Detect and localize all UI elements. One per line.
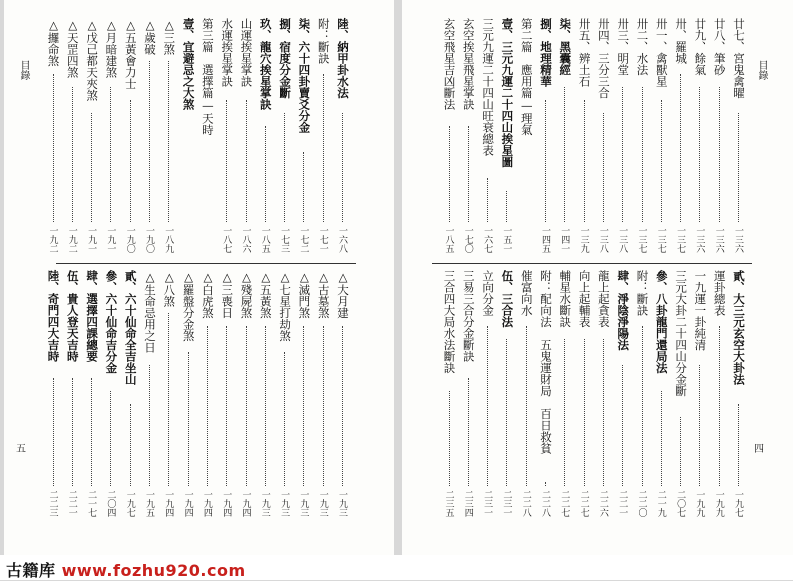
right-upper-entry <box>693 18 706 258</box>
right-upper-leader-dots <box>564 87 565 222</box>
left-lower-page-number: 一九三 <box>337 490 347 517</box>
right-upper-entry-title: 卅一、禽獸星 <box>654 18 669 87</box>
left-upper-leader-dots <box>265 126 266 222</box>
left-upper-entry <box>317 18 330 258</box>
right-upper-leader-dots <box>642 87 643 222</box>
left-upper-entry <box>104 18 117 258</box>
footer-watermark <box>0 555 793 580</box>
right-lower-entry <box>462 270 475 522</box>
left-upper-leader-dots <box>110 87 111 222</box>
right-upper-page-number: 一三六 <box>713 226 724 253</box>
right-lower-entry-title: 三合四大局水法斷訣 <box>442 270 457 374</box>
left-lower-leader-dots <box>53 378 54 486</box>
left-lower-leader-dots <box>207 326 208 486</box>
left-upper-leader-dots <box>53 74 54 222</box>
left-upper-entry-title: 壹、宜避忌之大煞 <box>181 18 196 110</box>
left-upper-page-number: 一八六 <box>240 226 251 253</box>
left-lower-entry <box>259 270 272 522</box>
left-upper-entry-title: △天罡四煞 <box>65 18 80 78</box>
left-lower-page-number: 二二三 <box>47 490 58 517</box>
left-lower-page-number: 一九四 <box>240 490 251 517</box>
left-upper-page-number: 一八七 <box>221 226 232 253</box>
right-lower-leader-dots <box>661 391 662 486</box>
right-lower-entry <box>732 270 745 522</box>
right-lower-entry-title: 三易三合分金斷訣 <box>461 270 476 362</box>
left-lower-page-number: 一九三 <box>279 490 290 517</box>
right-upper-entry <box>443 18 456 258</box>
right-lower-leader-dots <box>506 339 507 486</box>
right-lower-leader-dots <box>680 417 681 486</box>
right-upper-entry <box>520 18 533 258</box>
left-upper-leader-dots <box>303 152 304 222</box>
left-lower-page-number: 二〇四 <box>105 490 116 517</box>
right-lower-entry-title: 催富向水 <box>519 270 534 316</box>
left-lower-page-number: 一九四 <box>221 490 232 517</box>
right-lower-page-number: 二三五 <box>443 490 454 517</box>
left-lower-page-number: 二一七 <box>86 490 97 517</box>
left-upper-page-number: 一八九 <box>163 226 174 253</box>
left-upper-entry <box>124 18 137 258</box>
right-upper-page-number: 一三七 <box>655 226 666 253</box>
left-upper-entry <box>66 18 79 258</box>
right-lower-page-number: 一九九 <box>694 490 705 517</box>
right-upper-entry <box>462 18 475 258</box>
left-lower-entry-title: △古墓煞 <box>316 270 331 319</box>
right-lower-leader-dots <box>584 339 585 486</box>
left-lower-page-number: 一九七 <box>124 490 135 517</box>
left-upper-entry <box>85 18 98 258</box>
right-lower-leader-dots <box>487 326 488 486</box>
left-upper-page-number: 一六八 <box>337 226 347 253</box>
right-lower-leader-dots <box>738 404 739 486</box>
right-upper-entry <box>597 18 610 258</box>
right-lower-entry <box>655 270 668 522</box>
right-lower-entry-title: 一九運一卦純清 <box>693 270 708 351</box>
right-upper-entry-title: 壹、三元九運二十四山挨星圖 <box>500 18 515 168</box>
left-lower-entry-title: 伍、貴人登天吉時 <box>65 270 80 362</box>
right-upper-page-number: 一三七 <box>636 226 647 253</box>
right-lower-page-number: 二三一 <box>482 490 493 517</box>
right-upper-page-number: 一五一 <box>501 226 512 253</box>
left-upper-leader-dots <box>246 100 247 222</box>
right-lower-page-number: 二二七 <box>578 490 589 517</box>
left-lower-entry-title: 貳、六十仙命全吉坐山 <box>123 270 138 385</box>
left-lower-entry <box>143 270 156 522</box>
left-upper-entry-title: 柒、六十四卦賣爻分金 <box>297 18 312 133</box>
left-lower-page-number: 一九四 <box>182 490 193 517</box>
left-lower-leader-dots <box>265 326 266 486</box>
right-lower-leader-dots <box>468 378 469 486</box>
left-lower-entry-title: △白虎煞 <box>200 270 215 319</box>
left-lower-entry-title: △五黃煞 <box>258 270 273 319</box>
left-lower-entry <box>47 270 60 522</box>
right-lower-page-number: 二二七 <box>559 490 570 517</box>
right-lower-page-number: 二三四 <box>462 490 473 517</box>
left-upper-entry <box>182 18 195 258</box>
right-upper-leader-dots <box>699 87 700 222</box>
right-upper-leader-dots <box>661 100 662 222</box>
left-upper-entry-title: △月暗建煞 <box>104 18 119 78</box>
right-lower-entry <box>597 270 610 522</box>
right-lower-leader-dots <box>622 365 623 486</box>
left-lower-leader-dots <box>168 313 169 486</box>
right-lower-entry <box>713 270 726 522</box>
right-lower-page-number: 二二六 <box>597 490 608 517</box>
right-upper-page-number: 一三八 <box>617 226 628 253</box>
left-upper-page-number: 一七三 <box>279 226 290 253</box>
right-upper-entry-title: 玄空挨星飛星掌訣 <box>461 18 476 110</box>
left-upper-page-number: 一九一 <box>86 226 97 253</box>
right-upper-leader-dots <box>622 87 623 222</box>
right-lower-entry <box>481 270 494 522</box>
left-upper-entry <box>278 18 291 258</box>
left-lower-leader-dots <box>72 378 73 486</box>
right-upper-entry <box>655 18 668 258</box>
right-upper-page-number: 一三七 <box>675 226 686 253</box>
left-lower-entry <box>336 270 349 522</box>
left-upper-entry-title: 山運挨星掌訣 <box>239 18 254 87</box>
right-lower-page-number: 一九七 <box>733 490 743 517</box>
right-upper-page-number: 一八五 <box>443 226 454 253</box>
right-upper-entry <box>558 18 571 258</box>
left-upper-page-number: 一九二 <box>47 226 58 253</box>
left-lower-entry <box>85 270 98 522</box>
left-lower-entry-title: △大月建 <box>336 270 350 319</box>
right-upper-page-number: 一四五 <box>540 226 550 253</box>
right-upper-leader-dots <box>468 126 469 222</box>
right-lower-entry-title: 伍、三合法 <box>500 270 515 328</box>
right-upper-page-number: 一三六 <box>733 226 743 253</box>
left-upper-page-number: 一九一 <box>105 226 116 253</box>
footer-url: www.fozhu920.com <box>55 561 246 580</box>
right-upper-entry-title: 第二篇 應用篇—理氣 <box>519 18 534 136</box>
left-lower-leader-dots <box>149 365 150 486</box>
left-lower-page-number: 一九四 <box>163 490 174 517</box>
left-lower-entry-title: △羅盤分金煞 <box>181 270 196 342</box>
left-upper-entry-title: △歲破 <box>143 18 157 55</box>
left-upper-leader-dots <box>130 100 131 222</box>
left-upper-entry <box>220 18 233 258</box>
right-upper-entry-title: 卅四、三分三合 <box>596 18 611 99</box>
right-lower-entry <box>539 270 552 522</box>
right-upper-leader-dots <box>506 191 507 222</box>
right-upper-leader-dots <box>738 113 739 222</box>
left-lower-page-number: 一九四 <box>201 490 212 517</box>
right-lower-leader-dots <box>545 482 546 486</box>
left-lower-entry <box>182 270 195 522</box>
right-lower-leader-dots <box>699 365 700 486</box>
left-lower-entry <box>240 270 253 522</box>
right-lower-page-number: 二二八 <box>520 490 531 517</box>
right-upper-page-number: 一三九 <box>578 226 589 253</box>
right-lower-entry <box>443 270 456 522</box>
left-lower-entry-title: △滅門煞 <box>297 270 312 319</box>
left-upper-entry-title: 第三篇 選擇篇—天時 <box>200 18 215 136</box>
right-lower-entry <box>578 270 591 522</box>
right-lower-entry <box>520 270 533 522</box>
right-upper-leader-dots <box>680 74 681 222</box>
right-page <box>402 0 793 555</box>
right-upper-leader-dots <box>719 87 720 222</box>
right-upper-page-number: 一七〇 <box>462 226 473 253</box>
right-lower-page-number: 二二一 <box>617 490 628 517</box>
left-divider <box>56 263 356 264</box>
left-upper-leader-dots <box>342 113 343 222</box>
left-lower-leader-dots <box>130 404 131 486</box>
left-lower-leader-dots <box>188 352 189 486</box>
right-upper-entry <box>500 18 513 258</box>
right-upper-entry <box>481 18 494 258</box>
left-upper-entry-title: 附：斷訣 <box>316 18 331 64</box>
left-lower-leader-dots <box>342 326 343 486</box>
right-upper-entry-title: 柒、黑囊經 <box>558 18 573 76</box>
left-upper-entry-title: △戊己都天夾煞 <box>85 18 100 101</box>
left-upper-entry <box>259 18 272 258</box>
left-upper-entry <box>240 18 253 258</box>
left-lower-leader-dots <box>323 326 324 486</box>
right-lower-entry-title: 向上起輔表 <box>577 270 592 328</box>
left-lower-entry <box>162 270 175 522</box>
right-upper-leader-dots <box>545 100 546 222</box>
right-lower-entry <box>674 270 687 522</box>
right-upper-page-number: 一四一 <box>559 226 570 253</box>
left-lower-entry-title: △生命忌用之日 <box>143 270 157 353</box>
right-lower-entry-title: 貳、大三元玄空大卦法 <box>732 270 746 385</box>
right-upper-entry <box>539 18 552 258</box>
left-upper-leader-dots <box>323 74 324 222</box>
left-lower-leader-dots <box>226 326 227 486</box>
left-upper-leader-dots <box>226 100 227 222</box>
left-lower-leader-dots <box>246 326 247 486</box>
footer-site-name: 古籍库 <box>6 561 56 580</box>
right-upper-entry <box>616 18 629 258</box>
left-lower-page-number: 二二一 <box>66 490 77 517</box>
right-upper-entry-title: 捌、地理精華 <box>539 18 553 87</box>
left-upper-page-number: 一九二 <box>66 226 77 253</box>
right-lower-page-number: 二三一 <box>501 490 512 517</box>
left-lower-entry-title: 參、六十仙命吉分金 <box>104 270 119 374</box>
right-upper-entry-title: 卅、羅城 <box>674 18 689 64</box>
left-lower-entry <box>124 270 137 522</box>
left-upper-page-number: 一九〇 <box>144 226 154 253</box>
left-lower-entry-title: △三喪日 <box>220 270 235 319</box>
left-lower-entry <box>317 270 330 522</box>
left-lower-entry <box>66 270 79 522</box>
left-lower-entry-title: △七星打劫煞 <box>278 270 293 342</box>
left-lower-entry <box>220 270 233 522</box>
right-upper-leader-dots <box>584 100 585 222</box>
left-upper-leader-dots <box>284 113 285 222</box>
right-upper-entry <box>713 18 726 258</box>
left-lower-leader-dots <box>91 378 92 486</box>
left-lower-page-number: 一九三 <box>317 490 328 517</box>
left-upper-entry-title: 水運挨星掌訣 <box>220 18 235 87</box>
right-lower-entry-title: 附：配向法 五鬼運財局 百日救貧 <box>539 270 553 454</box>
footer-site-label <box>6 558 246 581</box>
left-upper-entry-title: 玖、龍穴挨星掌訣 <box>258 18 273 110</box>
right-upper-entry-title: 廿七、宮鬼禽曜 <box>732 18 746 99</box>
left-upper-entry <box>336 18 349 258</box>
left-upper-entry <box>47 18 60 258</box>
left-lower-entry-title: 肆、選擇四課總要 <box>85 270 100 362</box>
right-divider <box>432 263 752 264</box>
left-upper-entry <box>297 18 310 258</box>
left-lower-entry <box>297 270 310 522</box>
left-lower-entry <box>201 270 214 522</box>
left-upper-leader-dots <box>91 113 92 222</box>
right-lower-entry-title: 附：斷訣 <box>635 270 650 316</box>
right-upper-entry <box>732 18 745 258</box>
right-upper-entry-title: 廿八、筆砂 <box>712 18 727 76</box>
right-lower-leader-dots <box>526 326 527 486</box>
left-upper-entry-title: 陸、納甲卦水法 <box>336 18 350 99</box>
right-lower-leader-dots <box>449 391 450 486</box>
right-lower-entry <box>616 270 629 522</box>
right-lower-page-number: 一九九 <box>713 490 724 517</box>
right-lower-page-number: 二二八 <box>540 490 550 517</box>
right-upper-entry-title: 卅三、明堂 <box>616 18 631 76</box>
right-upper-leader-dots <box>449 126 450 222</box>
right-upper-entry-title: 玄空飛星吉凶斷法 <box>442 18 457 110</box>
left-lower-page-number: 一九三 <box>298 490 309 517</box>
right-lower-entry <box>500 270 513 522</box>
left-lower-entry <box>278 270 291 522</box>
left-page-header: 目錄 <box>18 60 29 80</box>
right-lower-entry <box>693 270 706 522</box>
right-lower-leader-dots <box>564 339 565 486</box>
right-upper-entry-title: 卅五、辨土石 <box>577 18 592 87</box>
left-lower-leader-dots <box>110 391 111 486</box>
right-lower-entry-title: 運卦總表 <box>712 270 727 316</box>
left-upper-entry <box>201 18 214 258</box>
right-page-number: 四 <box>754 444 764 455</box>
right-lower-entry-title: 輔星水斷訣 <box>558 270 573 328</box>
right-lower-leader-dots <box>642 326 643 486</box>
right-lower-entry-title: 立向分金 <box>481 270 496 316</box>
left-upper-page-number: 一七一 <box>317 226 328 253</box>
right-lower-page-number: 二一九 <box>655 490 666 517</box>
right-upper-entry <box>636 18 649 258</box>
right-upper-entry <box>578 18 591 258</box>
left-upper-leader-dots <box>72 87 73 222</box>
right-upper-page-number: 一三八 <box>597 226 608 253</box>
left-page-number: 五 <box>16 444 26 455</box>
right-upper-page-number: 一六七 <box>482 226 493 253</box>
left-lower-leader-dots <box>303 326 304 486</box>
right-page-header: 目錄 <box>756 60 767 80</box>
right-lower-entry-title: 龍上起貪表 <box>596 270 611 328</box>
left-lower-page-number: 一九三 <box>259 490 270 517</box>
left-upper-page-number: 一八五 <box>259 226 270 253</box>
left-lower-page-number: 一九五 <box>144 490 154 517</box>
left-upper-page-number: 一九〇 <box>124 226 135 253</box>
right-lower-leader-dots <box>603 339 604 486</box>
right-lower-page-number: 二〇七 <box>675 490 686 517</box>
left-upper-entry-title: △三煞 <box>162 18 177 55</box>
left-upper-leader-dots <box>168 61 169 222</box>
right-upper-page-number: 一三六 <box>694 226 705 253</box>
right-lower-page-number: 二二〇 <box>636 490 647 517</box>
right-lower-entry-title: 肆、淨陰淨陽法 <box>616 270 631 351</box>
left-lower-entry <box>104 270 117 522</box>
right-upper-entry-title: 三元九運二十四山旺衰總表 <box>481 18 496 156</box>
right-lower-entry <box>636 270 649 522</box>
left-page <box>4 0 394 555</box>
right-lower-leader-dots <box>719 326 720 486</box>
left-lower-leader-dots <box>284 352 285 486</box>
left-lower-entry-title: △八煞 <box>162 270 177 307</box>
right-upper-leader-dots <box>603 113 604 222</box>
right-lower-entry-title: 參、八卦龍門還局法 <box>654 270 669 374</box>
left-lower-entry-title: △殘屍煞 <box>239 270 254 319</box>
right-upper-leader-dots <box>487 178 488 222</box>
right-upper-entry-title: 廿九、餘氣 <box>693 18 708 76</box>
left-upper-entry <box>162 18 175 258</box>
left-upper-page-number: 一七二 <box>298 226 309 253</box>
left-upper-leader-dots <box>149 61 150 222</box>
right-upper-entry-title: 卅二、水法 <box>635 18 650 76</box>
left-lower-entry-title: 陸、奇門四大吉時 <box>46 270 61 362</box>
right-upper-entry <box>674 18 687 258</box>
left-upper-entry <box>143 18 156 258</box>
left-upper-entry-title: △五黃會力士 <box>123 18 138 90</box>
left-upper-entry-title: 捌、宿度分金斷 <box>278 18 293 99</box>
right-lower-entry-title: 三元大卦二十四山分金斷 <box>674 270 689 397</box>
right-lower-entry <box>558 270 571 522</box>
left-upper-entry-title: △攞命煞 <box>46 18 61 67</box>
